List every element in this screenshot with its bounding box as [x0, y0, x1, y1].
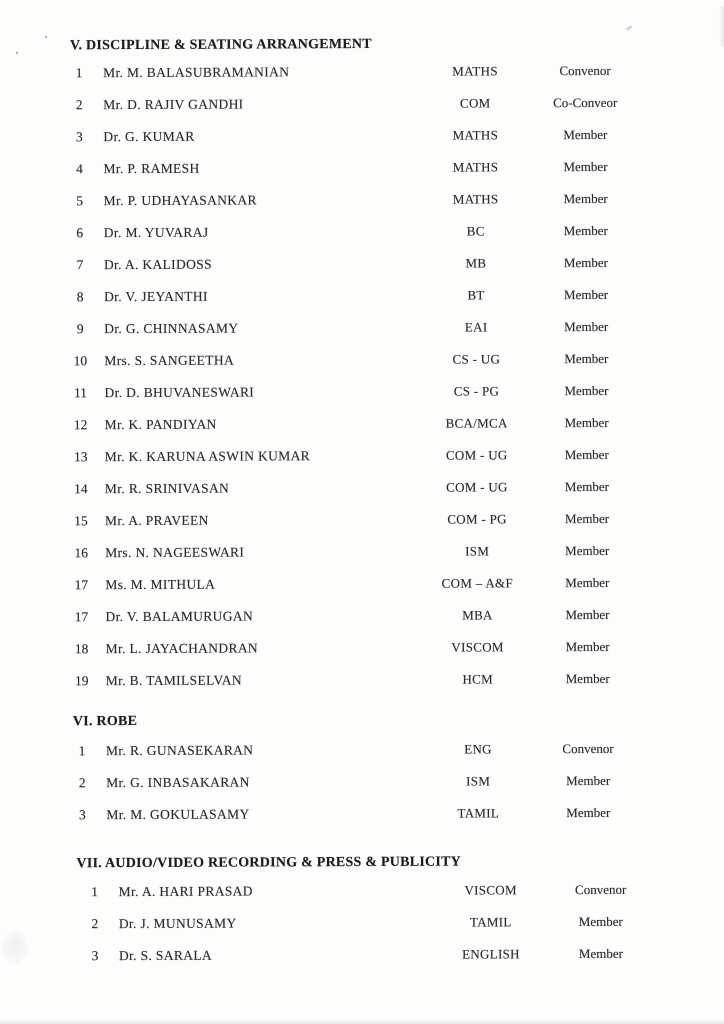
row-number: 19: [74, 673, 89, 689]
member-role: Member: [564, 382, 609, 399]
member-name: Dr. G. CHINNASAMY: [104, 320, 239, 337]
section-robe: [1, 710, 724, 831]
member-name: Dr. A. KALIDOSS: [103, 256, 212, 273]
table-row: [71, 765, 633, 799]
table-row: [69, 375, 631, 409]
member-role: Member: [565, 670, 610, 687]
section-audio-video-press: [1, 852, 724, 972]
row-number: 18: [74, 641, 89, 657]
member-department: COM - UG: [446, 479, 508, 495]
table-row: [70, 503, 632, 537]
member-name: Mr. R. GUNASEKARAN: [106, 742, 254, 759]
row-number: 3: [75, 129, 83, 145]
table-row: [71, 631, 633, 665]
member-role: Member: [563, 126, 608, 143]
row-number: 12: [73, 417, 88, 433]
member-name: Dr. V. JEYANTHI: [104, 288, 208, 305]
table-row: [68, 87, 630, 121]
section-rows: [2, 873, 724, 972]
member-name: Mr. L. JAYACHANDRAN: [105, 640, 259, 657]
row-number: 2: [75, 97, 83, 113]
member-department: BCA/MCA: [445, 415, 508, 431]
member-department: CS - UG: [452, 351, 501, 367]
member-role: Member: [578, 913, 623, 930]
member-department: MATHS: [452, 191, 499, 207]
member-role: Member: [565, 638, 610, 655]
table-row: [69, 311, 631, 345]
table-row: [70, 567, 632, 601]
row-number: 17: [74, 609, 89, 625]
member-department: ISM: [465, 543, 490, 559]
member-name: Mrs. S. SANGEETHA: [104, 352, 235, 369]
section-heading: VI. ROBE: [72, 713, 138, 730]
member-role: Member: [566, 772, 611, 789]
member-role: Member: [563, 158, 608, 175]
member-role: Co-Conveor: [553, 94, 618, 111]
member-role: Member: [564, 318, 609, 335]
scan-bottom-edge-shadow: [0, 1018, 724, 1024]
member-role: Member: [563, 254, 608, 271]
member-department: VISCOM: [464, 882, 517, 898]
member-department: TAMIL: [469, 914, 512, 930]
table-row: [68, 151, 630, 185]
member-department: COM - UG: [445, 447, 508, 463]
row-number: 14: [74, 481, 88, 497]
member-name: Mr. K. KARUNA ASWIN KUMAR: [104, 448, 311, 465]
section-rows: [1, 732, 724, 831]
row-number: 2: [78, 775, 86, 791]
member-name: Mr. P. RAMESH: [103, 160, 200, 177]
row-number: 7: [76, 257, 84, 273]
table-row: [71, 797, 633, 831]
member-role: Member: [563, 222, 608, 239]
member-department: BC: [466, 223, 485, 239]
member-name: Mr. P. UDHAYASANKAR: [103, 192, 257, 209]
member-name: Dr. S. SARALA: [118, 947, 213, 964]
row-number: 9: [76, 321, 84, 337]
member-role: Member: [578, 945, 623, 962]
member-department: ISM: [466, 773, 491, 789]
table-row: [70, 407, 632, 441]
member-role: Member: [565, 542, 610, 559]
table-row: [70, 599, 632, 633]
member-department: MB: [465, 255, 487, 271]
table-row: [69, 343, 631, 377]
member-name: Mr. R. SRINIVASAN: [104, 480, 230, 497]
member-role: Member: [564, 446, 609, 463]
table-row: [71, 733, 633, 767]
table-row: [70, 535, 632, 569]
table-row: [70, 439, 632, 473]
member-role: Convenor: [574, 881, 627, 898]
row-number: 15: [74, 513, 88, 529]
member-department: ENGLISH: [462, 946, 520, 962]
member-role: Member: [564, 350, 609, 367]
table-row: [69, 247, 631, 281]
scan-artifact-comma: ,: [15, 43, 20, 57]
member-name: Mrs. N. NAGEESWARI: [105, 544, 245, 561]
member-name: Dr. D. BHUVANESWARI: [104, 384, 255, 401]
member-department: MATHS: [452, 63, 498, 79]
table-row: [68, 55, 630, 89]
table-row: [71, 663, 633, 697]
table-row: [69, 183, 631, 217]
member-name: Mr. A. HARI PRASAD: [118, 883, 253, 900]
member-name: Mr. B. TAMILSELVAN: [105, 672, 243, 689]
member-name: Dr. M. YUVARAJ: [103, 224, 209, 241]
table-row: [84, 906, 646, 940]
row-number: 5: [76, 193, 84, 209]
row-number: 8: [76, 289, 84, 305]
member-name: Dr. J. MUNUSAMY: [118, 915, 237, 932]
section-rows: [0, 54, 724, 697]
member-department: MATHS: [452, 159, 499, 175]
row-number: 1: [91, 884, 99, 900]
row-number: 2: [91, 916, 99, 932]
member-department: ENG: [464, 741, 492, 757]
table-row: [69, 215, 631, 249]
member-role: Convenor: [562, 740, 614, 757]
member-name: Mr. K. PANDIYAN: [104, 416, 217, 433]
row-number: 11: [73, 385, 88, 401]
member-role: Member: [563, 190, 608, 207]
row-number: 13: [73, 449, 88, 465]
table-row: [68, 119, 630, 153]
section-heading: V. DISCIPLINE & SEATING ARRANGEMENT: [69, 36, 372, 54]
member-role: Member: [565, 606, 610, 623]
section-discipline-seating: [0, 34, 724, 697]
member-name: Mr. D. RAJIV GANDHI: [103, 96, 244, 113]
row-number: 3: [91, 948, 99, 964]
row-number: 1: [75, 65, 83, 81]
member-department: HCM: [462, 671, 494, 687]
member-department: TAMIL: [457, 805, 500, 821]
member-role: Member: [564, 478, 609, 495]
member-name: Mr. G. INBASAKARAN: [106, 774, 250, 791]
member-department: MATHS: [452, 127, 499, 143]
member-department: VISCOM: [451, 639, 504, 655]
member-department: COM: [459, 95, 491, 111]
row-number: 4: [76, 161, 83, 177]
member-role: Member: [563, 286, 609, 303]
row-number: 1: [78, 743, 86, 759]
member-role: Member: [564, 414, 609, 431]
table-row: [84, 874, 646, 908]
table-row: [84, 938, 646, 972]
member-role: Convenor: [559, 62, 611, 79]
member-department: MBA: [462, 607, 493, 623]
member-name: Dr. V. BALAMURUGAN: [105, 608, 254, 625]
member-department: CS - PG: [453, 383, 500, 399]
member-department: BT: [467, 287, 485, 303]
row-number: 6: [76, 225, 84, 241]
member-name: Ms. M. MITHULA: [105, 576, 216, 593]
member-department: EAI: [464, 319, 488, 335]
member-department: COM – A&F: [441, 575, 514, 591]
member-role: Member: [566, 804, 611, 821]
row-number: 10: [73, 353, 88, 369]
section-heading: VII. AUDIO/VIDEO RECORDING & PRESS & PUBLICITY: [76, 854, 462, 872]
member-name: Dr. G. KUMAR: [103, 128, 195, 145]
member-name: Mr. M. BALASUBRAMANIAN: [103, 64, 290, 81]
row-number: 17: [74, 577, 89, 593]
member-name: Mr. A. PRAVEEN: [105, 512, 209, 529]
member-role: Member: [565, 574, 610, 591]
member-department: COM - PG: [447, 511, 507, 527]
table-row: [69, 279, 631, 313]
row-number: 3: [78, 807, 86, 823]
row-number: 16: [74, 545, 88, 561]
table-row: [70, 471, 632, 505]
member-role: Member: [564, 510, 610, 527]
member-name: Mr. M. GOKULASAMY: [106, 806, 250, 823]
